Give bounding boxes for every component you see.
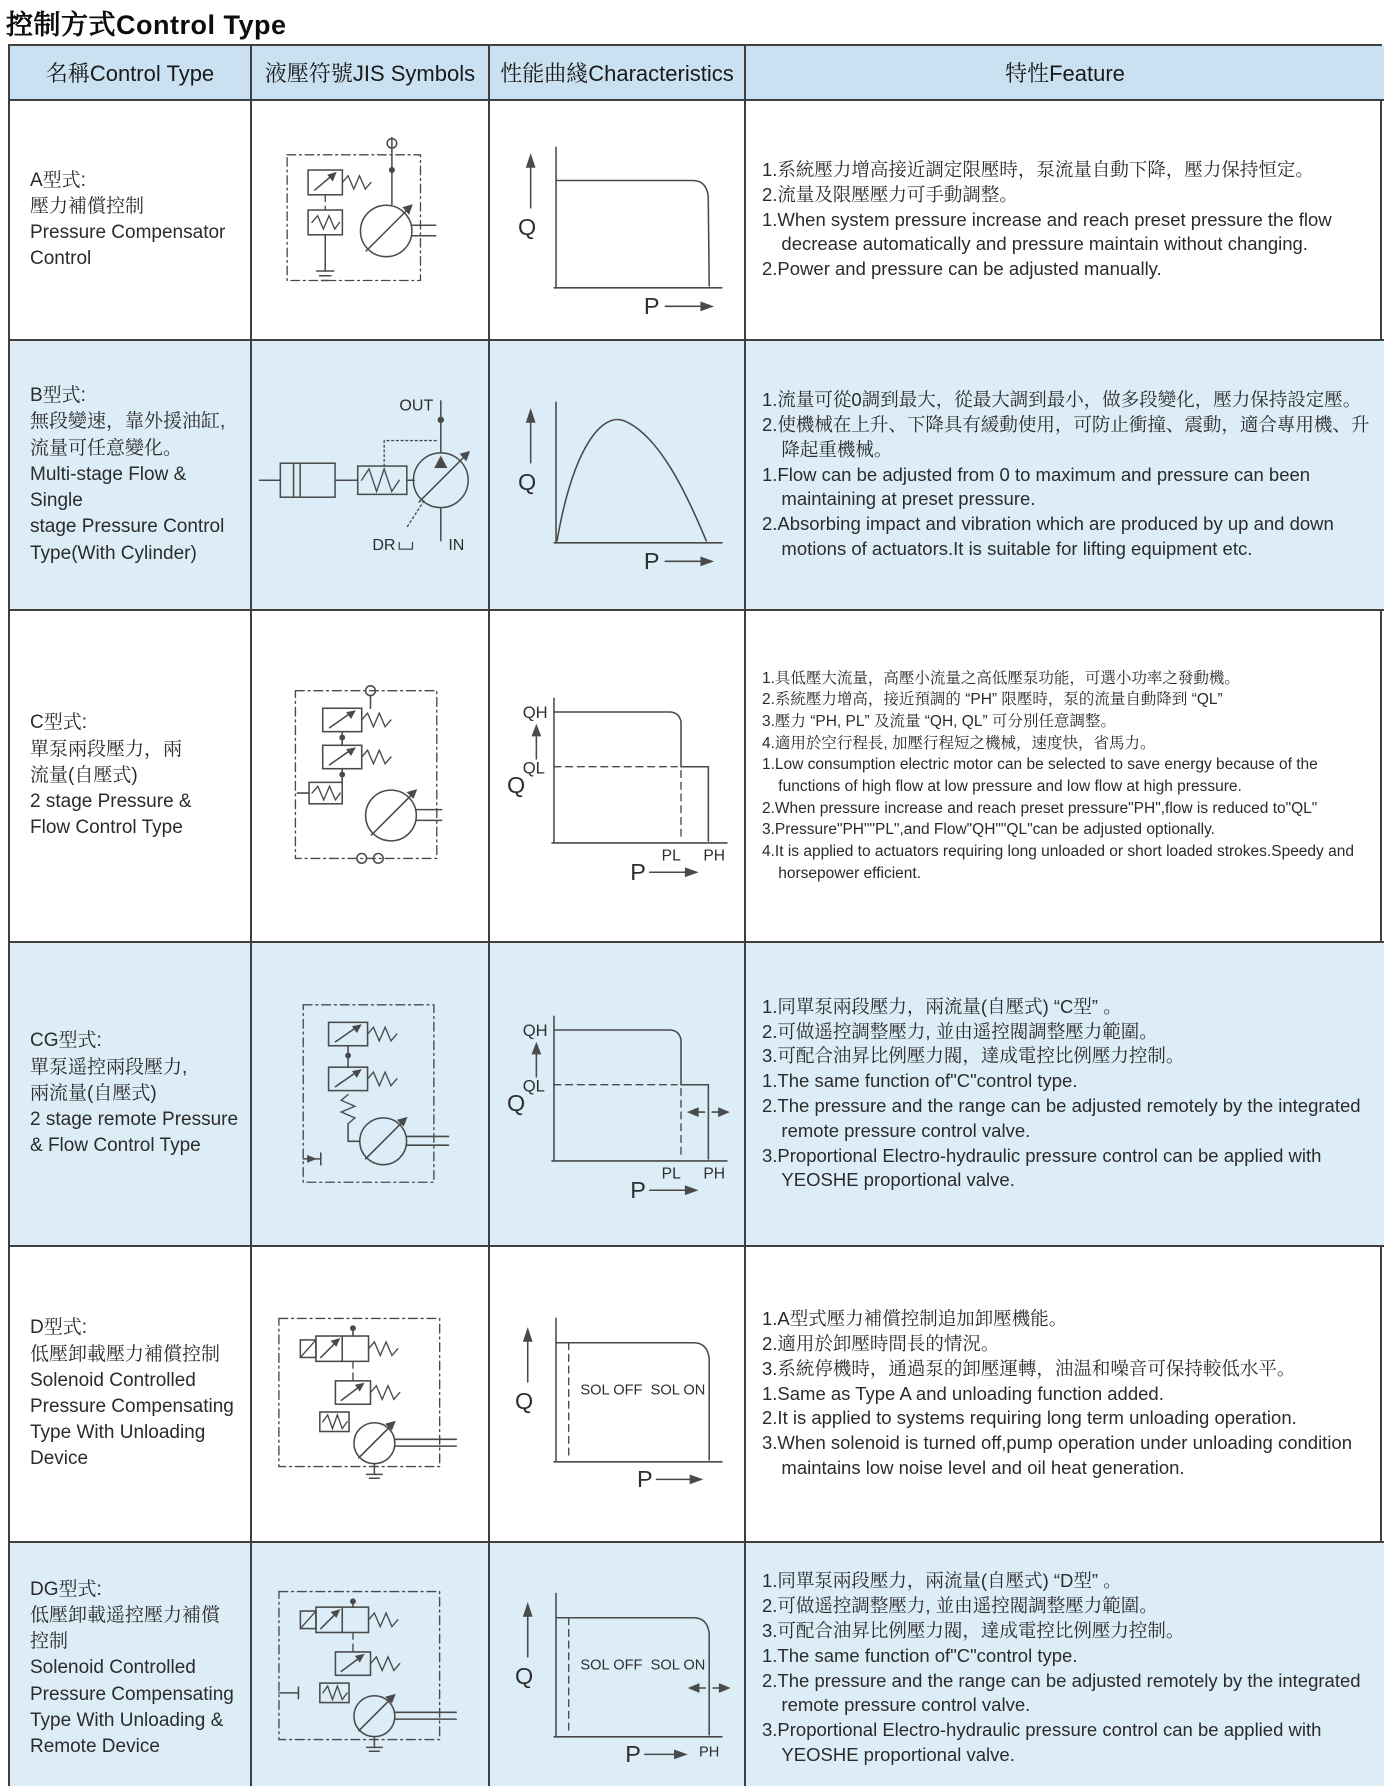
y-axis-label: Q <box>515 1388 534 1415</box>
feature-list-CG <box>746 943 1384 1247</box>
name-line: Pressure Compensating <box>30 1683 234 1705</box>
spring-symbol <box>341 1094 355 1123</box>
compensator-valve-symbol <box>320 1412 349 1431</box>
name-line: Type With Unloading & <box>30 1709 224 1731</box>
flow-curve <box>554 1030 708 1159</box>
feature-line: 3.壓力 “PH, PL” 及流量 “QH, QL” 可分別任意調整。 <box>762 712 1116 730</box>
feature-line: 2.適用於卸壓時間長的情況。 <box>762 1333 1000 1355</box>
pl-label: PL <box>661 847 681 865</box>
jis-symbol-C <box>252 611 490 943</box>
pl-label: PL <box>661 1165 681 1183</box>
out-port-label: OUT <box>399 395 434 414</box>
feature-line: 1.同單泵兩段壓力，兩流量(自壓式) “C型” 。 <box>762 995 1122 1017</box>
feature-list-B <box>746 341 1384 611</box>
feature-list-D <box>746 1247 1384 1543</box>
sol-on-label: SOL ON <box>650 1382 706 1399</box>
ph-label: PH <box>699 1743 720 1760</box>
pump-symbol <box>354 1694 456 1737</box>
feature-line: 3.Pressure"PH""PL",and Flow"QH""QL"can be adjusted optionally. <box>762 821 1215 839</box>
x-axis-label: P <box>643 293 659 320</box>
drain-port-label: DR <box>372 535 396 554</box>
y-axis-label: Q <box>515 1662 534 1689</box>
feature-line: 1.When system pressure increase and reach preset pressure the flow decrease automatically and pressure maintain without changing. <box>762 208 1332 255</box>
feature-line: 3.可配合油昇比例壓力閥，達成電控比例壓力控制。 <box>762 1045 1185 1067</box>
name-line: 2 stage Pressure & <box>30 791 192 813</box>
y-axis-label: Q <box>507 1089 526 1116</box>
name-line: C型式: <box>30 712 88 734</box>
pump-symbol <box>359 1116 448 1164</box>
relief-valve-2-symbol <box>328 1067 396 1090</box>
flow-curve <box>554 712 708 841</box>
qh-label: QH <box>522 702 548 722</box>
page-title: 控制方式Control Type <box>6 10 287 40</box>
x-axis-label: P <box>630 1176 646 1202</box>
relief-valve-1-symbol <box>328 1022 396 1045</box>
feature-line: 3.可配合油昇比例壓力閥，達成電控比例壓力控制。 <box>762 1619 1185 1641</box>
feature-line: 2.Absorbing impact and vibration which are produced by up and down motions of actuators.It is suitable for lifting equipment etc. <box>762 513 1334 559</box>
name-line: Pressure Compensator <box>30 222 226 243</box>
name-line: 兩流量(自壓式) <box>30 1082 157 1104</box>
feature-line: 2.It is applied to systems requiring long term unloading operation. <box>762 1407 1297 1429</box>
sol-off-label: SOL OFF <box>580 1382 643 1399</box>
ph-label: PH <box>703 1165 726 1183</box>
characteristics-chart-B <box>490 341 746 611</box>
name-line: 流量(自壓式) <box>30 764 138 786</box>
name-line: Solenoid Controlled <box>30 1657 196 1679</box>
chart-A-svg <box>505 120 730 320</box>
compensator-valve-symbol <box>320 1683 349 1702</box>
flow-curve <box>556 1343 709 1460</box>
chart-D-svg <box>502 1294 732 1494</box>
feature-list-A <box>746 101 1384 341</box>
flow-curve <box>557 419 706 540</box>
in-port-label: IN <box>448 535 465 554</box>
jis-symbol-A-diagram <box>270 128 470 313</box>
jis-symbol-D <box>252 1247 490 1543</box>
remote-port-symbol <box>303 1153 321 1165</box>
feature-line: 2.流量及限壓壓力可手動調整。 <box>762 183 1018 205</box>
remote-port-symbol <box>279 1687 298 1699</box>
name-line: 控制 <box>30 1631 69 1653</box>
name-line: 低壓卸載壓力補償控制 <box>30 1343 221 1365</box>
jis-symbol-D-diagram <box>265 1299 475 1489</box>
drain-symbol <box>367 1464 383 1479</box>
y-axis-label: Q <box>507 771 526 798</box>
chart-B-svg <box>505 375 730 575</box>
x-axis-label: P <box>630 858 646 884</box>
cylinder-symbol <box>260 463 336 497</box>
chart-DG-svg <box>502 1569 732 1769</box>
ph-label: PH <box>703 847 726 865</box>
feature-list-DG <box>746 1543 1384 1786</box>
sol-off-label: SOL OFF <box>580 1656 643 1673</box>
y-axis-label: Q <box>517 469 536 496</box>
jis-symbol-DG-diagram <box>265 1576 475 1761</box>
name-line: B型式: <box>30 385 86 407</box>
relief-valve-symbol <box>308 170 371 210</box>
flow-curve <box>556 180 709 285</box>
feature-line: 1.Low consumption electric motor can be selected to save energy because of the functions of high flow at low pressure and low flow at high pressure. <box>762 756 1318 795</box>
feature-line: 3.When solenoid is turned off,pump operation under unloading condition maintains low noise level and oil heat generation. <box>762 1432 1353 1478</box>
name-line: 流量可任意變化。 <box>30 437 183 459</box>
chart-CG-svg <box>497 987 737 1202</box>
feature-line: 1.Same as Type A and unloading function added. <box>762 1382 1164 1404</box>
qh-label: QH <box>522 1020 548 1040</box>
characteristics-chart-C <box>490 611 746 943</box>
feature-line: 1.具低壓大流量，高壓小流量之高低壓泵功能，可選小功率之發動機。 <box>762 669 1240 687</box>
control-name-B <box>10 341 252 611</box>
feature-line: 4.It is applied to actuators requiring long unloaded or short loaded strokes.Speedy and horsepower efficient. <box>762 843 1354 882</box>
feature-line: 2.The pressure and the range can be adjusted remotely by the integrated remote pressure control valve. <box>762 1095 1361 1141</box>
name-line: 單泵兩段壓力，兩 <box>30 738 183 760</box>
control-name-CG <box>10 943 252 1247</box>
feature-line: 3.Proportional Electro-hydraulic pressure control can be applied with YEOSHE proportional valve. <box>762 1719 1322 1765</box>
x-axis-label: P <box>625 1740 641 1767</box>
name-line: Type(With Cylinder) <box>30 542 197 564</box>
feature-line: 1.系統壓力增高接近調定限壓時，泵流量自動下降，壓力保持恒定。 <box>762 159 1314 181</box>
feature-line: 3.Proportional Electro-hydraulic pressure control can be applied with YEOSHE proportional valve. <box>762 1144 1322 1191</box>
drain-symbol <box>367 1737 383 1752</box>
ql-label: QL <box>522 1076 545 1096</box>
name-line: 無段變速，靠外援油缸, <box>30 411 226 433</box>
pump-symbol <box>413 450 470 507</box>
feature-line: 2.可做遥控調整壓力, 並由遥控閥調整壓力範圍。 <box>762 1595 1158 1617</box>
feature-line: 3.系統停機時，通過泵的卸壓運轉，油温和噪音可保持較低水平。 <box>762 1357 1296 1379</box>
jis-symbol-A <box>252 101 490 341</box>
jis-symbol-C-diagram <box>268 679 473 874</box>
control-type-table <box>8 44 1382 1786</box>
control-name-C <box>10 611 252 943</box>
characteristics-chart-CG <box>490 943 746 1247</box>
x-axis-label: P <box>643 548 659 575</box>
pump-symbol <box>365 789 441 841</box>
name-line: Control <box>30 248 92 270</box>
column-header-feature: 特性Feature <box>746 46 1384 101</box>
name-line: Remote Device <box>30 1736 160 1758</box>
name-line: Solenoid Controlled <box>30 1369 196 1391</box>
feature-line: 2.可做遥控調整壓力, 並由遥控閥調整壓力範圍。 <box>762 1020 1158 1042</box>
characteristics-chart-D <box>490 1247 746 1543</box>
name-line: 2 stage remote Pressure <box>30 1109 239 1131</box>
column-header-characteristics: 性能曲綫Characteristics <box>490 46 746 101</box>
name-line: Multi-stage Flow & Single <box>30 463 187 512</box>
feature-line: 2.系統壓力增高，接近預調的 “PH” 限壓時，泵的流量自動降到 “QL” <box>762 691 1223 709</box>
solenoid-valve-symbol <box>300 1336 397 1361</box>
feature-line: 2.使機械在上升、下降具有緩動使用，可防止衝撞、震動，適合專用機、升降起重機械。 <box>762 414 1370 460</box>
jis-symbol-CG <box>252 943 490 1247</box>
chart-C-svg <box>497 669 737 884</box>
unloading-valve-symbol <box>297 782 342 803</box>
column-header-symbols: 液壓符號JIS Symbols <box>252 46 490 101</box>
name-line: Flow Control Type <box>30 817 183 839</box>
ql-label: QL <box>522 758 545 778</box>
feature-line: 1.The same function of"C"control type. <box>762 1070 1078 1092</box>
name-line: stage Pressure Control <box>30 516 225 538</box>
jis-symbol-B-diagram <box>252 383 488 568</box>
sol-on-label: SOL ON <box>650 1656 706 1673</box>
name-line: & Flow Control Type <box>30 1135 201 1157</box>
control-name-D <box>10 1247 252 1543</box>
characteristics-chart-DG <box>490 1543 746 1786</box>
relief-valve-symbol <box>335 1381 399 1404</box>
jis-symbol-CG-diagram <box>268 997 473 1192</box>
feature-line: 1.The same function of"C"control type. <box>762 1644 1078 1666</box>
characteristics-chart-A <box>490 101 746 341</box>
feature-line: 2.The pressure and the range can be adjusted remotely by the integrated remote pressure control valve. <box>762 1669 1361 1716</box>
column-header-name: 名稱Control Type <box>10 46 252 101</box>
relief-valve-symbol <box>335 1652 399 1675</box>
compensator-valve-symbol <box>308 210 342 235</box>
feature-line: 4.適用於空行程長, 加壓行程短之機械，速度快，省馬力。 <box>762 734 1156 752</box>
y-axis-label: Q <box>517 214 536 241</box>
name-line: Type With Unloading <box>30 1422 206 1444</box>
jis-symbol-DG <box>252 1543 490 1786</box>
name-line: Device <box>30 1448 89 1470</box>
name-line: Pressure Compensating <box>30 1396 234 1417</box>
name-line: CG型式: <box>30 1030 102 1052</box>
pump-symbol <box>354 1421 456 1464</box>
name-line: D型式: <box>30 1317 88 1339</box>
feature-line: 1.同單泵兩段壓力，兩流量(自壓式) “D型” 。 <box>762 1570 1122 1592</box>
name-line: 壓力補償控制 <box>30 195 145 217</box>
drain-symbol <box>317 234 334 280</box>
control-name-A <box>10 101 252 341</box>
name-line: 低壓卸載遥控壓力補償 <box>30 1604 221 1626</box>
feature-line: 1.Flow can be adjusted from 0 to maximum and pressure can been maintaining at preset pressure. <box>762 463 1311 510</box>
x-axis-label: P <box>637 1466 653 1493</box>
feature-line: 1.流量可從0調到最大，從最大調到最小，做多段變化，壓力保持設定壓。 <box>762 389 1362 411</box>
feature-line: 2.When pressure increase and reach preset pressure"PH",flow is reduced to"QL" <box>762 799 1318 817</box>
feature-list-C <box>746 611 1384 943</box>
feature-line: 2.Power and pressure can be adjusted manually. <box>762 258 1162 280</box>
relief-valve-1-symbol <box>322 708 390 731</box>
name-line: A型式: <box>30 169 86 191</box>
pump-symbol <box>360 204 435 256</box>
flow-curve <box>556 1617 709 1734</box>
control-name-DG <box>10 1543 252 1786</box>
solenoid-valve-symbol <box>300 1607 397 1632</box>
name-line: DG型式: <box>30 1578 102 1600</box>
spring-valve-symbol <box>358 466 407 494</box>
name-line: 單泵遥控兩段壓力, <box>30 1056 188 1078</box>
relief-valve-2-symbol <box>322 745 390 768</box>
jis-symbol-B <box>252 341 490 611</box>
feature-line: 1.A型式壓力補償控制追加卸壓機能。 <box>762 1308 1068 1330</box>
